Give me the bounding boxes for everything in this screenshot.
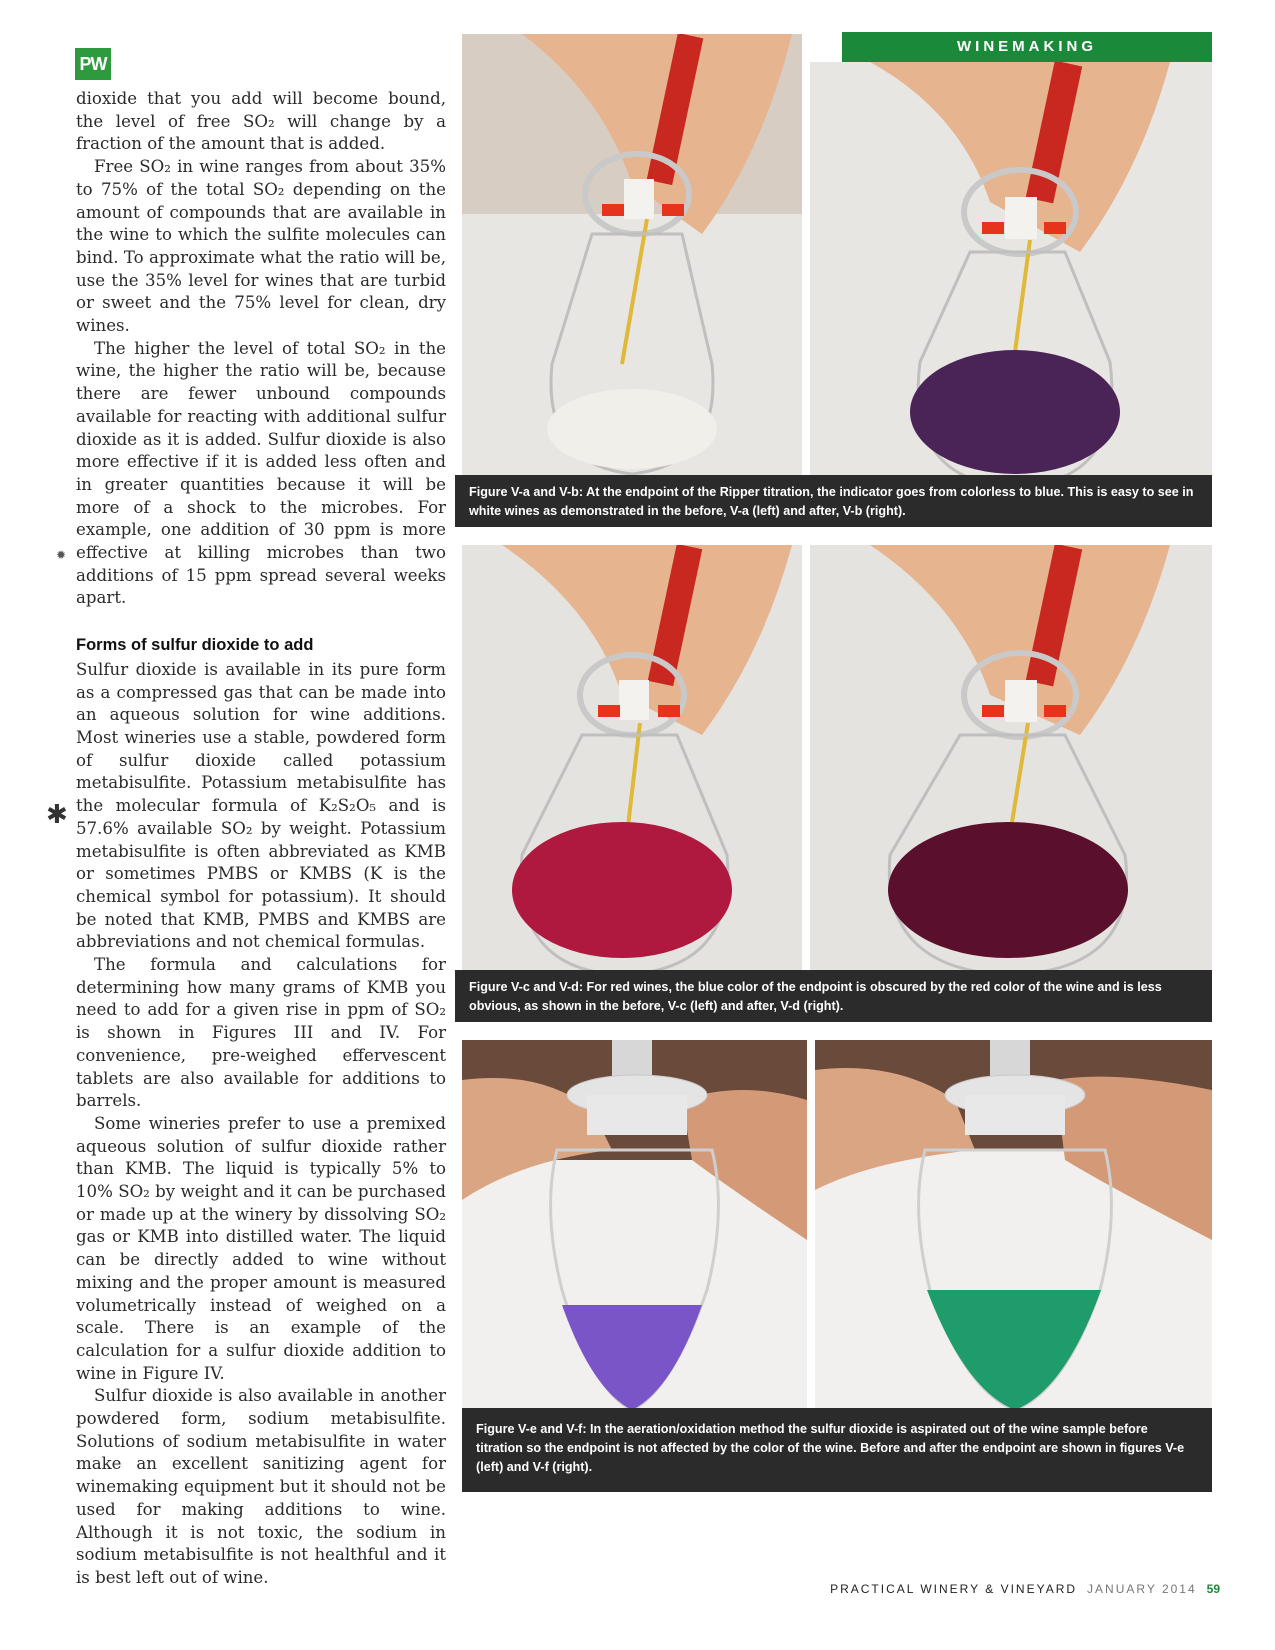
page-footer xyxy=(830,1582,1220,1596)
article-column xyxy=(76,88,446,1590)
article-paragraph: dioxide that you add will become bound, the level of free SO₂ will change by a fraction of the amount that is added. xyxy=(76,89,446,154)
article-paragraph: The formula and calculations for determining how many grams of KMB you need to add for a given rise in ppm of SO₂ is shown in Figures III and IV. For convenience, pre-weighed effervescent tablets are also available for additions to barrels. xyxy=(76,955,446,1111)
caption-label: Figure V-e and V-f: xyxy=(476,1422,587,1436)
white-wine-after xyxy=(910,350,1120,474)
caption-label: Figure V-a and V-b: xyxy=(469,485,584,499)
figure-caption-1 xyxy=(455,475,1212,527)
photo-v-b xyxy=(810,62,1212,499)
article-paragraph: The higher the level of total SO₂ in the wine, the higher the ratio will be, because there are fewer unbound compounds available for reacting with additional sulfur dioxide as it is added. Sulfur dioxide is also more effective if it is added less often and in greater quantities because it will be more of a shock to the microbes. For example, one addition of 30 ppm is more effective at killing microbes than two additions of 15 ppm spread several weeks apart. xyxy=(76,338,446,608)
issue-date: JANUARY 2014 xyxy=(1087,1582,1197,1596)
section-heading: Forms of sulfur dioxide to add xyxy=(76,636,314,655)
article-paragraph: Free SO₂ in wine ranges from about 35% to 75% of the total SO₂ depending on the amount of compounds that are available in the wine to which the sulfite molecules can bind. To approximate what the ratio will be, use the 35% level for wines that are turbid or sweet and the 75% level for clean, dry wines. xyxy=(76,157,446,336)
publication-logo: PW xyxy=(75,48,111,80)
photo-v-d xyxy=(810,545,1212,985)
article-paragraph: Sulfur dioxide is also available in another powdered form, sodium metabisulfite. Solutions of sodium metabisulfite in water make an excellent sanitizing agent for winemaking equipment but it should not be used for making additions to wine. Although it is not toxic, the sodium in sodium metabisulfite is not healthful and it is best left out of wine. xyxy=(76,1386,446,1587)
page-number: 59 xyxy=(1206,1582,1220,1596)
caption-text: For red wines, the blue color of the endpoint is obscured by the red color of the wine and is less obvious, as shown in the before, V-c (left) and after, V-d (right). xyxy=(469,980,1162,1013)
article-paragraph: Some wineries prefer to use a premixed aqueous solution of sulfur dioxide rather than KMB. The liquid is typically 5% to 10% SO₂ by weight and it can be purchased or made up at the winery by dissolving SO₂ gas or KMB into distilled water. The liquid can be directly added to wine without mixing and the proper amount is measured volumetrically instead of weighed on a scale. There is an example of the calculation for a sulfur dioxide addition to wine in Figure IV. xyxy=(76,1113,446,1383)
photo-v-f xyxy=(815,1040,1212,1435)
photo-v-a xyxy=(462,34,802,499)
figure-caption-3 xyxy=(462,1408,1212,1492)
photo-v-c xyxy=(462,545,802,985)
white-wine-before xyxy=(547,389,717,469)
photo-v-e xyxy=(462,1040,807,1435)
margin-asterisk: ✱ xyxy=(46,800,68,830)
publication-name: PRACTICAL WINERY & VINEYARD xyxy=(830,1582,1078,1596)
margin-mark: ✹ xyxy=(56,548,67,562)
figure-caption-2 xyxy=(455,970,1212,1022)
caption-text: At the endpoint of the Ripper titration, the indicator goes from colorless to blue. This is easy to see in white wines as demonstrated in the before, V-a (left) and after, V-b (right). xyxy=(469,485,1194,518)
section-header: WINEMAKING xyxy=(842,32,1212,62)
red-wine-after xyxy=(888,822,1128,958)
caption-text: In the aeration/oxidation method the sulfur dioxide is aspirated out of the wine sample before titration so the endpoint is not affected by the color of the wine. Before and after the endpoint are shown in figures V-e (left) and V-f (right). xyxy=(476,1422,1185,1474)
article-paragraph: Sulfur dioxide is available in its pure form as a compressed gas that can be made into an aqueous solution for wine additions. Most wineries use a stable, powdered form of sulfur dioxide called potassium metabisulfite. Potassium metabisulfite has the molecular formula of K₂S₂O₅ and is 57.6% available SO₂ by weight. Potassium metabisulfite is often abbreviated as KMB or sometimes PMBS or KMBS (K is the chemical symbol for potassium). It should be noted that KMB, PMBS and KMBS are abbreviations and not chemical formulas. xyxy=(76,659,446,952)
caption-label: Figure V-c and V-d: xyxy=(469,980,584,994)
red-wine-before xyxy=(512,822,732,958)
